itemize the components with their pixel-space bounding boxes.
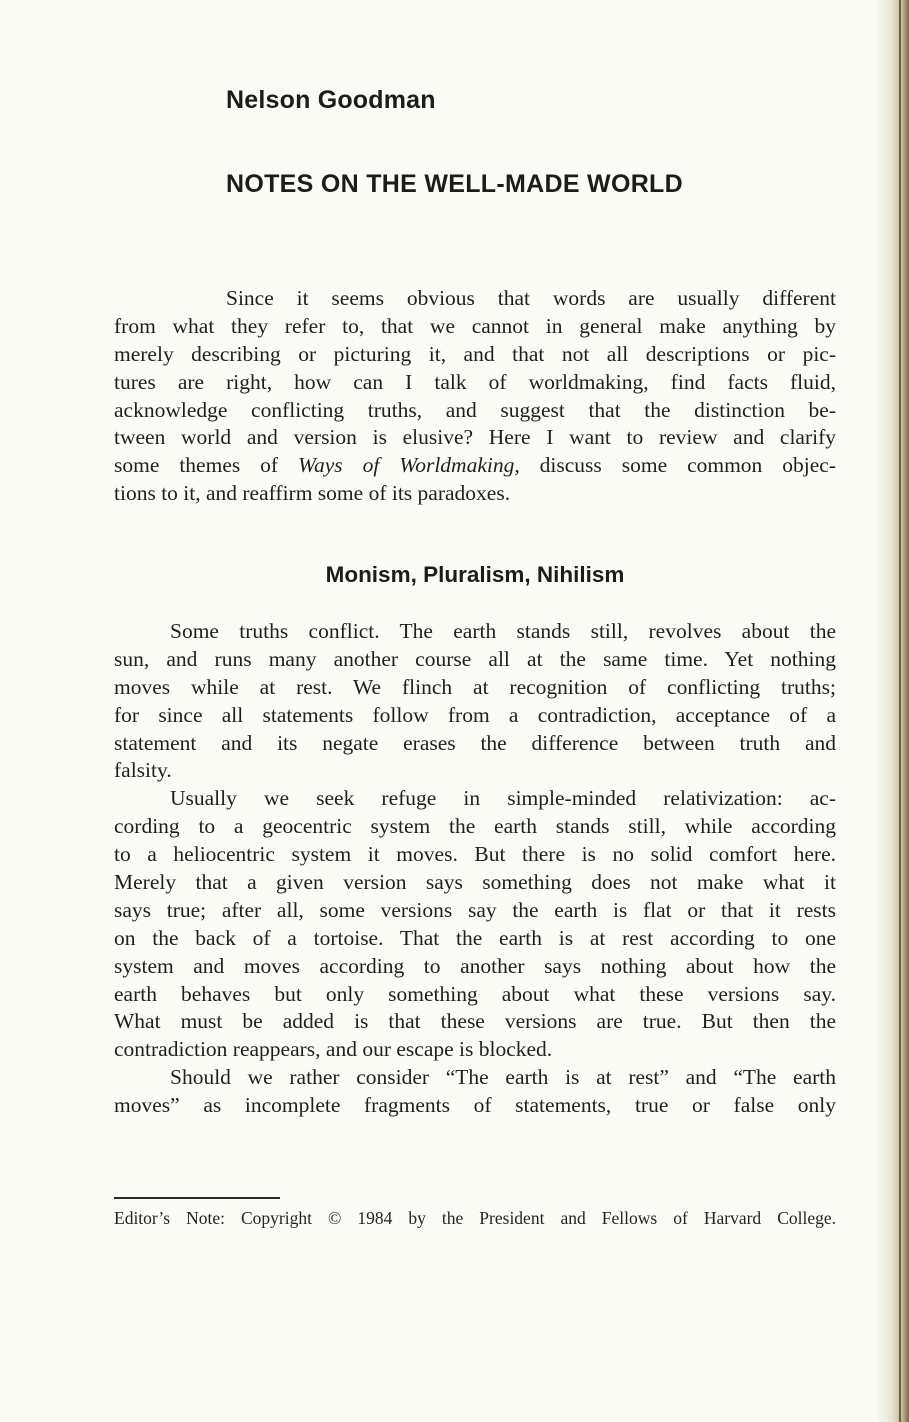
text-fragment: discuss some common objec- xyxy=(519,453,836,478)
text-line: moves while at rest. We flinch at recognition of conflicting truths; xyxy=(114,674,836,699)
text-line: acknowledge conflicting truths, and suggest that the distinction be- xyxy=(114,397,836,422)
text-line: tures are right, how can I talk of worldmaking, find facts fluid, xyxy=(114,369,836,394)
text-line: moves” as incomplete fragments of statements, true or false only xyxy=(114,1093,836,1118)
author-name: Nelson Goodman xyxy=(226,86,436,114)
text-line: tions to it, and reaffirm some of its paradoxes. xyxy=(114,481,511,506)
text-line: Merely that a given version says something does not make what it xyxy=(114,870,836,895)
text-line: What must be added is that these versions are true. But then the xyxy=(114,1009,836,1034)
text-line: Usually we seek refuge in simple-minded relativization: ac- xyxy=(170,786,836,811)
intro-paragraph xyxy=(114,285,836,508)
text-line xyxy=(114,452,836,480)
text-line: statement and its negate erases the difference between truth and xyxy=(114,730,836,755)
editor-footnote: Editor’s Note: Copyright © 1984 by the President and Fellows of Harvard College. xyxy=(114,1208,836,1228)
body-text xyxy=(114,618,836,1120)
text-line: contradiction reappears, and our escape is blocked. xyxy=(114,1037,553,1062)
text-line: earth behaves but only something about what these versions say. xyxy=(114,981,836,1006)
text-line: to a heliocentric system it moves. But there is no solid comfort here. xyxy=(114,842,836,867)
article-title: NOTES ON THE WELL-MADE WORLD xyxy=(226,170,683,198)
book-spine-edge xyxy=(899,0,901,1422)
text-fragment: some themes of xyxy=(114,453,299,478)
text-line: Since it seems obvious that words are usually different xyxy=(226,286,836,310)
text-line: on the back of a tortoise. That the earth is at rest according to one xyxy=(114,925,836,950)
text-line: falsity. xyxy=(114,758,172,783)
text-line: Some truths conflict. The earth stands still, revolves about the xyxy=(170,619,836,643)
text-line: for since all statements follow from a contradiction, acceptance of a xyxy=(114,702,836,727)
text-line: merely describing or picturing it, and that not all descriptions or pic- xyxy=(114,341,836,366)
text-line: sun, and runs many another course all at the same time. Yet nothing xyxy=(114,646,836,671)
text-line: says true; after all, some versions say the earth is flat or that it rests xyxy=(114,897,836,922)
book-title: Ways of Worldmaking, xyxy=(298,453,520,478)
text-line: cording to a geocentric system the earth stands still, while according xyxy=(114,814,836,839)
book-spine-shadow xyxy=(875,0,909,1422)
text-line: system and moves according to another says nothing about how the xyxy=(114,953,836,978)
text-line: Should we rather consider “The earth is at rest” and “The earth xyxy=(170,1065,836,1090)
footnote-rule xyxy=(114,1197,280,1199)
text-line: tween world and version is elusive? Here I want to review and clarify xyxy=(114,425,836,450)
section-heading: Monism, Pluralism, Nihilism xyxy=(325,562,625,587)
text-line: from what they refer to, that we cannot in general make anything by xyxy=(114,313,836,338)
